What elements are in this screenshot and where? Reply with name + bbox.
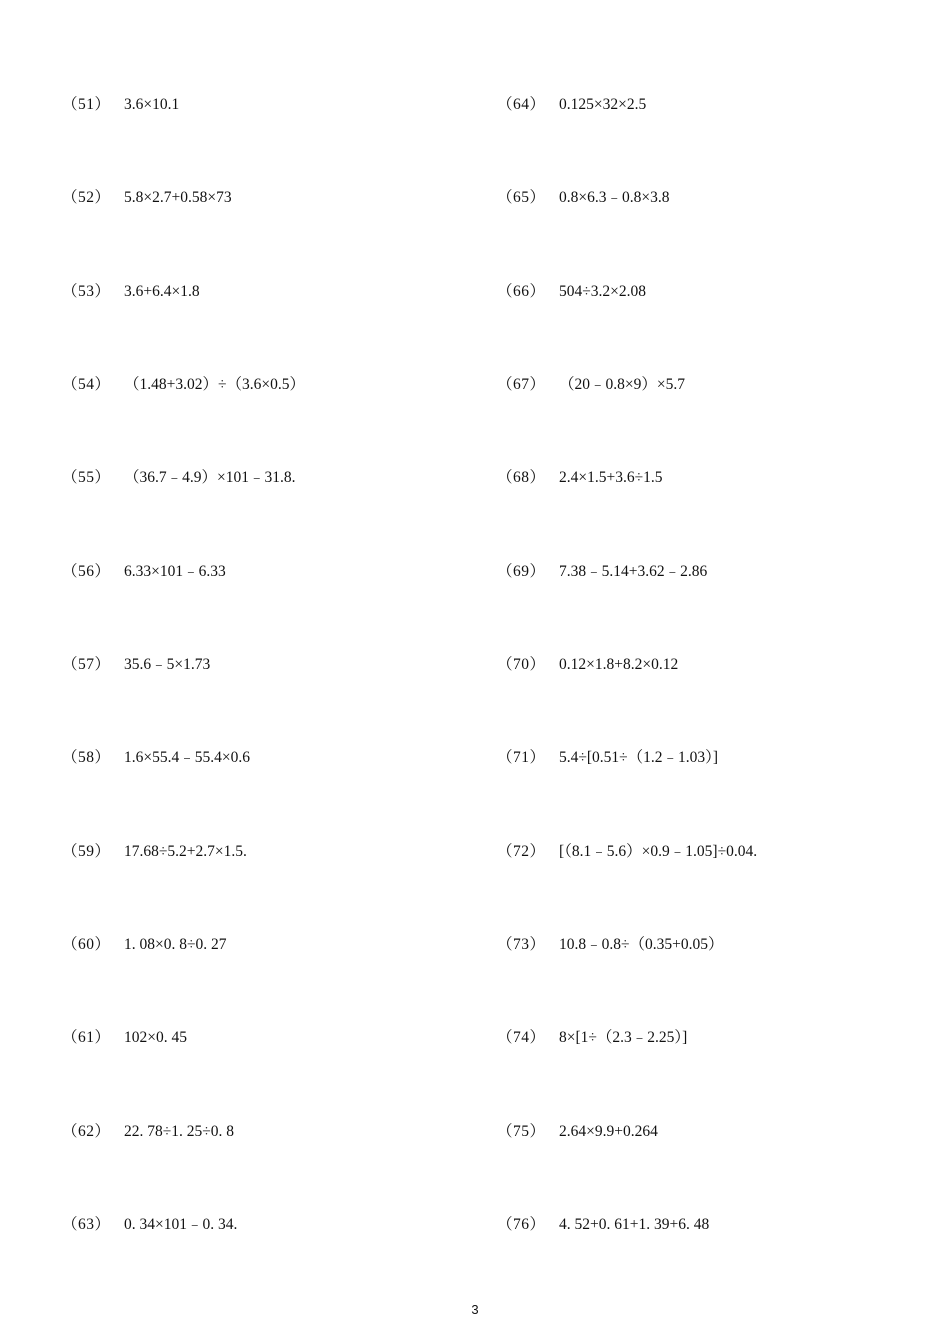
problem-54 (62, 373, 305, 397)
problem-number: （56） (62, 563, 111, 580)
problem-number: （64） (497, 96, 546, 113)
problem-61 (62, 1026, 187, 1050)
problem-number: （65） (497, 189, 546, 206)
problem-65 (497, 186, 669, 210)
problem-59 (62, 840, 247, 864)
problem-72 (497, 840, 757, 864)
problem-53 (62, 280, 200, 304)
problem-51 (62, 93, 179, 117)
problem-number: （54） (62, 376, 111, 393)
problem-57 (62, 653, 210, 677)
problem-number: （57） (62, 656, 111, 673)
problem-58 (62, 746, 250, 770)
problem-75 (497, 1120, 658, 1144)
problem-expression: 3.6×10.1 (124, 96, 180, 113)
problem-number: （62） (62, 1123, 111, 1140)
problem-expression: 1.6×55.4﹣55.4×0.6 (124, 749, 250, 766)
problem-52 (62, 186, 232, 210)
problem-62 (62, 1120, 234, 1144)
problem-69 (497, 560, 707, 584)
problem-number: （71） (497, 749, 546, 766)
problem-70 (497, 653, 678, 677)
problem-expression: 2.64×9.9+0.264 (559, 1123, 658, 1140)
problem-74 (497, 1026, 687, 1050)
problem-expression: 17.68÷5.2+2.7×1.5. (124, 843, 247, 860)
problem-number: （55） (62, 469, 111, 486)
problem-expression: 0.125×32×2.5 (559, 96, 647, 113)
problem-56 (62, 560, 226, 584)
problem-60 (62, 933, 227, 957)
page-number: 3 (471, 1302, 479, 1317)
problem-number: （73） (497, 936, 546, 953)
problem-expression: （1.48+3.02）÷（3.6×0.5） (124, 376, 305, 393)
problem-number: （53） (62, 283, 111, 300)
problem-number: （61） (62, 1029, 111, 1046)
problem-expression: 5.4÷[0.51÷（1.2﹣1.03）] (559, 749, 719, 766)
problem-expression: 4. 52+0. 61+1. 39+6. 48 (559, 1216, 710, 1233)
problem-expression: 102×0. 45 (124, 1029, 187, 1046)
problem-expression: 10.8﹣0.8÷（0.35+0.05） (559, 936, 724, 953)
problem-76 (497, 1213, 709, 1237)
problem-expression: 1. 08×0. 8÷0. 27 (124, 936, 227, 953)
problem-67 (497, 373, 685, 397)
problem-number: （51） (62, 96, 111, 113)
problem-73 (497, 933, 724, 957)
problem-expression: 6.33×101﹣6.33 (124, 563, 226, 580)
problem-number: （74） (497, 1029, 546, 1046)
problem-expression: 7.38﹣5.14+3.62﹣2.86 (559, 563, 708, 580)
problem-number: （60） (62, 936, 111, 953)
problem-expression: 5.8×2.7+0.58×73 (124, 189, 232, 206)
problem-68 (497, 466, 663, 490)
problem-expression: 0.12×1.8+8.2×0.12 (559, 656, 679, 673)
problem-expression: 0. 34×101﹣0. 34. (124, 1216, 238, 1233)
problem-number: （76） (497, 1216, 546, 1233)
problem-expression: （36.7﹣4.9）×101﹣31.8. (124, 469, 296, 486)
problem-expression: 22. 78÷1. 25÷0. 8 (124, 1123, 235, 1140)
problem-number: （75） (497, 1123, 546, 1140)
problem-expression: 35.6﹣5×1.73 (124, 656, 211, 673)
problem-expression: [（8.1﹣5.6）×0.9﹣1.05]÷0.04. (559, 843, 758, 860)
problem-expression: 2.4×1.5+3.6÷1.5 (559, 469, 663, 486)
problem-expression: 3.6+6.4×1.8 (124, 283, 200, 300)
problem-number: （63） (62, 1216, 111, 1233)
problem-66 (497, 280, 646, 304)
problem-71 (497, 746, 718, 770)
problem-expression: 8×[1÷（2.3﹣2.25）] (559, 1029, 688, 1046)
problem-number: （52） (62, 189, 111, 206)
problem-expression: （20﹣0.8×9）×5.7 (559, 376, 685, 393)
problem-63 (62, 1213, 237, 1237)
problem-number: （66） (497, 283, 546, 300)
problem-64 (497, 93, 646, 117)
problem-expression: 0.8×6.3﹣0.8×3.8 (559, 189, 670, 206)
problem-number: （68） (497, 469, 546, 486)
problem-number: （58） (62, 749, 111, 766)
problem-55 (62, 466, 296, 490)
problem-number: （67） (497, 376, 546, 393)
problem-number: （59） (62, 843, 111, 860)
problem-number: （70） (497, 656, 546, 673)
problem-number: （69） (497, 563, 546, 580)
problem-number: （72） (497, 843, 546, 860)
problem-expression: 504÷3.2×2.08 (559, 283, 646, 300)
